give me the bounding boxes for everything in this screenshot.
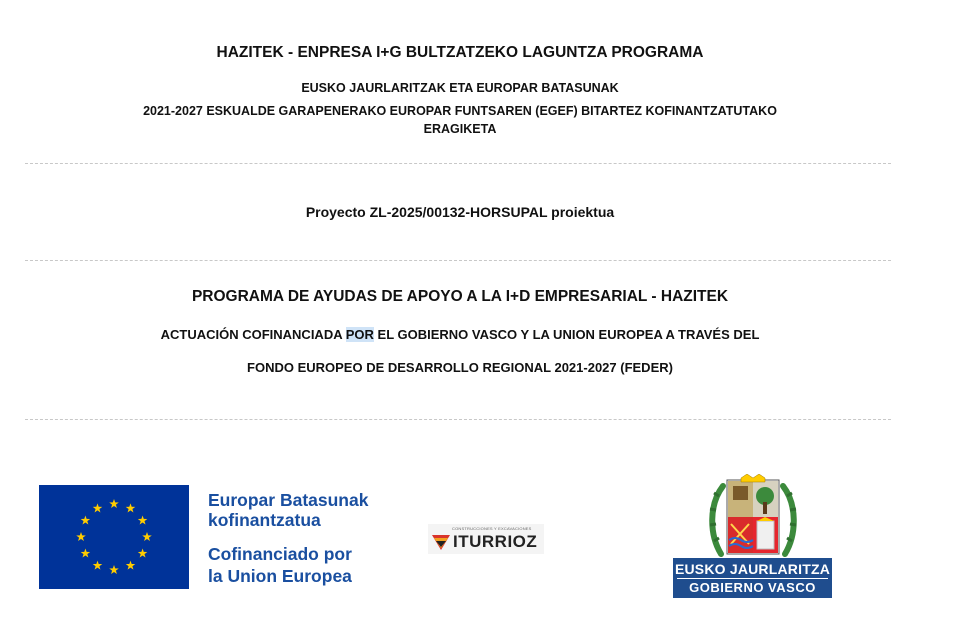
- divider: [25, 419, 891, 420]
- iturrioz-mark-icon: [431, 531, 451, 551]
- gobierno-vasco-spanish-name: GOBIERNO VASCO: [689, 580, 816, 595]
- divider: [25, 163, 891, 164]
- eu-flag-icon: [39, 485, 189, 589]
- divider: [25, 260, 891, 261]
- header-line-3: ERAGIKETA: [423, 122, 497, 136]
- program-title: PROGRAMA DE AYUDAS DE APOYO A LA I+D EMPRESARIAL - HAZITEK: [191, 288, 729, 305]
- iturrioz-tagline: CONSTRUCCIONES Y EXCAVACIONES: [452, 526, 532, 531]
- header-line-2: 2021-2027 ESKUALDE GARAPENERAKO EUROPAR FUNTSAREN (EGEF) BITARTEZ KOFINANTZATUTAKO: [143, 104, 777, 118]
- gobierno-vasco-separator: [677, 578, 828, 579]
- eu-cofinanced-basque-1: Europar Batasunak: [208, 490, 369, 510]
- eu-cofinanced-spanish-1: Cofinanciado por: [208, 544, 352, 564]
- selected-text-highlight[interactable]: POR: [345, 327, 374, 342]
- program-line-2: FONDO EUROPEO DE DESARROLLO REGIONAL 2021-2027 (FEDER): [247, 360, 673, 375]
- document-title: HAZITEK - ENPRESA I+G BULTZATZEKO LAGUNTZA PROGRAMA: [216, 44, 704, 61]
- program-line-1: [0, 327, 920, 342]
- program-line-1-start: ACTUACIÓN COFINANCIADA: [160, 327, 346, 342]
- project-label: Proyecto ZL-2025/00132-HORSUPAL proiektua: [305, 204, 615, 220]
- program-line-1-end: EL GOBIERNO VASCO Y LA UNION EUROPEA A TRAVÉS DEL: [373, 327, 760, 342]
- eu-cofinanced-spanish-2: la Union Europea: [208, 566, 352, 586]
- header-line-1: EUSKO JAURLARITZAK ETA EUROPAR BATASUNAK: [301, 81, 619, 95]
- gobierno-vasco-label-box: [673, 558, 832, 598]
- basque-crest-icon: [707, 474, 799, 558]
- gobierno-vasco-basque-name: EUSKO JAURLARITZA: [674, 561, 831, 577]
- iturrioz-name: ITURRIOZ: [453, 532, 538, 551]
- eu-cofinanced-basque-2: kofinantzatua: [208, 510, 321, 530]
